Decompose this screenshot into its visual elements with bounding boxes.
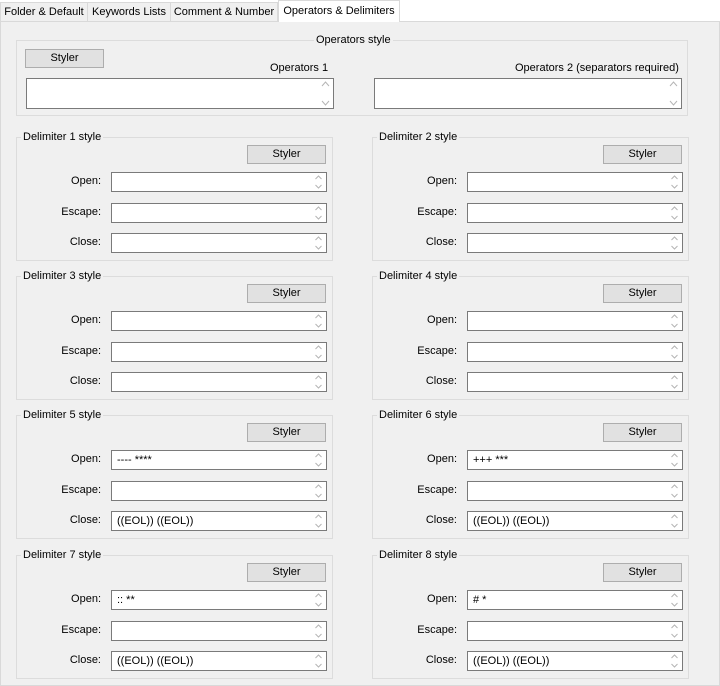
delimiter-4-close-field[interactable] <box>467 372 683 392</box>
operators1-field[interactable] <box>26 78 334 109</box>
escape-label: Escape: <box>61 345 101 357</box>
open-label: Open: <box>71 593 101 605</box>
open-label: Open: <box>71 453 101 465</box>
delimiter-6-styler-button[interactable]: Styler <box>603 423 682 442</box>
delimiter-8-close-field[interactable] <box>467 651 683 671</box>
operators2-label: Operators 2 (separators required) <box>515 62 679 74</box>
scroll-arrows-icon[interactable] <box>669 374 680 390</box>
close-label: Close: <box>425 236 457 248</box>
delimiter-2-styler-button[interactable]: Styler <box>603 145 682 164</box>
delimiter-4-open-field[interactable] <box>467 311 683 331</box>
operators-styler-button[interactable]: Styler <box>25 49 104 68</box>
open-label: Open: <box>427 175 457 187</box>
scroll-arrows-icon[interactable] <box>313 313 324 329</box>
open-value: # * <box>473 594 487 606</box>
scroll-arrows-icon[interactable] <box>669 313 680 329</box>
delimiter-2-close-field[interactable] <box>467 233 683 253</box>
close-label: Close: <box>69 236 101 248</box>
scroll-arrows-icon[interactable] <box>669 483 680 499</box>
delimiter-8-escape-field[interactable] <box>467 621 683 641</box>
scroll-arrows-icon[interactable] <box>669 344 680 360</box>
delimiter-5-open-field[interactable] <box>111 450 327 470</box>
scroll-arrows-icon[interactable] <box>313 174 324 190</box>
delimiter-5-styler-button[interactable]: Styler <box>247 423 326 442</box>
scroll-arrows-icon[interactable] <box>669 623 680 639</box>
scroll-arrows-icon[interactable] <box>313 592 324 608</box>
scroll-arrows-icon[interactable] <box>669 513 680 529</box>
scroll-arrows-icon[interactable] <box>669 205 680 221</box>
delimiter-7-open-field[interactable] <box>111 590 327 610</box>
escape-label: Escape: <box>61 624 101 636</box>
open-label: Open: <box>71 175 101 187</box>
scroll-arrows-icon[interactable] <box>313 374 324 390</box>
delimiter-title: Delimiter 3 style <box>23 270 102 282</box>
close-value: ((EOL)) ((EOL)) <box>473 655 550 667</box>
close-label: Close: <box>425 654 457 666</box>
delimiter-title: Delimiter 2 style <box>379 131 458 143</box>
close-label: Close: <box>425 514 457 526</box>
delimiter-3-close-field[interactable] <box>111 372 327 392</box>
scroll-arrows-icon[interactable] <box>313 344 324 360</box>
operators1-label: Operators 1 <box>270 62 329 74</box>
delimiter-4-styler-button[interactable]: Styler <box>603 284 682 303</box>
delimiter-title: Delimiter 8 style <box>379 549 458 561</box>
delimiter-2-escape-field[interactable] <box>467 203 683 223</box>
escape-label: Escape: <box>61 484 101 496</box>
tab-operators-delimiters[interactable]: Operators & Delimiters <box>278 0 400 22</box>
escape-label: Escape: <box>417 624 457 636</box>
delimiter-6-close-field[interactable] <box>467 511 683 531</box>
close-label: Close: <box>69 654 101 666</box>
scroll-arrows-icon[interactable] <box>313 513 324 529</box>
delimiter-7-escape-field[interactable] <box>111 621 327 641</box>
delimiter-1-escape-field[interactable] <box>111 203 327 223</box>
delimiter-7-close-field[interactable] <box>111 651 327 671</box>
close-value: ((EOL)) ((EOL)) <box>117 515 194 527</box>
close-value: ((EOL)) ((EOL)) <box>473 515 550 527</box>
operators2-field[interactable] <box>374 78 682 109</box>
delimiter-1-styler-button[interactable]: Styler <box>247 145 326 164</box>
delimiter-title: Delimiter 4 style <box>379 270 458 282</box>
delimiter-5-close-field[interactable] <box>111 511 327 531</box>
scroll-arrows-icon[interactable] <box>313 653 324 669</box>
delimiter-1-open-field[interactable] <box>111 172 327 192</box>
delimiter-4-escape-field[interactable] <box>467 342 683 362</box>
scroll-arrows-icon[interactable] <box>669 452 680 468</box>
delimiter-6-open-field[interactable] <box>467 450 683 470</box>
escape-label: Escape: <box>417 206 457 218</box>
scroll-arrows-icon[interactable] <box>668 80 679 96</box>
delimiter-2-open-field[interactable] <box>467 172 683 192</box>
delimiter-title: Delimiter 6 style <box>379 409 458 421</box>
delimiter-7-styler-button[interactable]: Styler <box>247 563 326 582</box>
open-value: :: ** <box>117 594 135 606</box>
delimiter-title: Delimiter 7 style <box>23 549 102 561</box>
delimiter-3-open-field[interactable] <box>111 311 327 331</box>
open-label: Open: <box>71 314 101 326</box>
close-value: ((EOL)) ((EOL)) <box>117 655 194 667</box>
escape-label: Escape: <box>417 345 457 357</box>
delimiter-5-escape-field[interactable] <box>111 481 327 501</box>
scroll-arrows-icon[interactable] <box>313 205 324 221</box>
delimiter-8-styler-button[interactable]: Styler <box>603 563 682 582</box>
delimiter-3-escape-field[interactable] <box>111 342 327 362</box>
tab-bar <box>0 0 720 22</box>
tab-folder-default[interactable]: Folder & Default <box>0 2 88 21</box>
close-label: Close: <box>69 514 101 526</box>
delimiter-8-open-field[interactable] <box>467 590 683 610</box>
open-label: Open: <box>427 314 457 326</box>
escape-label: Escape: <box>417 484 457 496</box>
scroll-arrows-icon[interactable] <box>320 80 331 96</box>
close-label: Close: <box>69 375 101 387</box>
open-label: Open: <box>427 453 457 465</box>
tab-comment-number[interactable]: Comment & Number <box>170 2 278 21</box>
open-value: +++ *** <box>473 454 509 466</box>
open-value: ---- **** <box>117 454 152 466</box>
delimiter-1-close-field[interactable] <box>111 233 327 253</box>
delimiter-6-escape-field[interactable] <box>467 481 683 501</box>
tab-keywords-lists[interactable]: Keywords Lists <box>87 2 171 21</box>
scroll-arrows-icon[interactable] <box>313 483 324 499</box>
open-label: Open: <box>427 593 457 605</box>
scroll-arrows-icon[interactable] <box>669 235 680 251</box>
scroll-arrows-icon[interactable] <box>669 174 680 190</box>
delimiter-3-styler-button[interactable]: Styler <box>247 284 326 303</box>
close-label: Close: <box>425 375 457 387</box>
escape-label: Escape: <box>61 206 101 218</box>
delimiter-title: Delimiter 5 style <box>23 409 102 421</box>
scroll-arrows-icon[interactable] <box>313 235 324 251</box>
operators-style-title: Operators style <box>316 34 391 46</box>
scroll-arrows-icon[interactable] <box>669 592 680 608</box>
scroll-arrows-icon[interactable] <box>313 623 324 639</box>
scroll-arrows-icon[interactable] <box>669 653 680 669</box>
delimiter-title: Delimiter 1 style <box>23 131 102 143</box>
scroll-arrows-icon[interactable] <box>313 452 324 468</box>
